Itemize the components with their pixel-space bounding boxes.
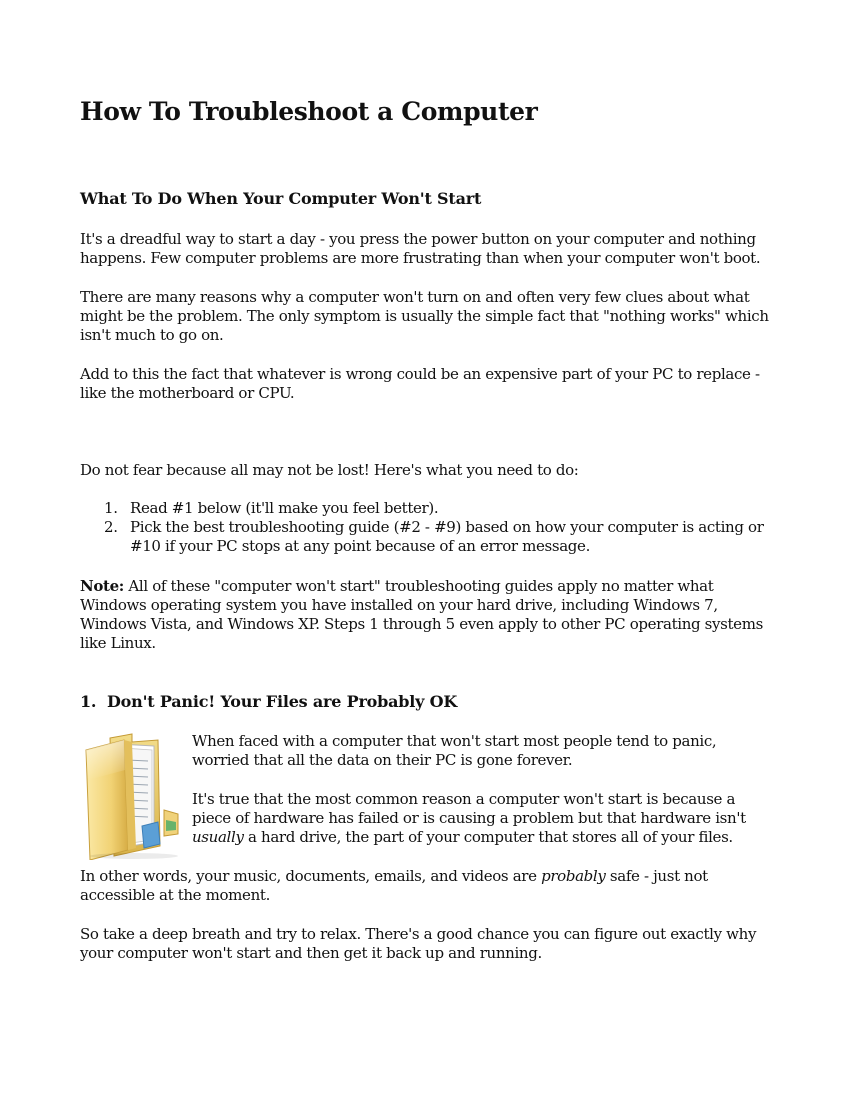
- section-1-paragraph-4: So take a deep breath and try to relax. There's a good chance you can figure out exactly why your computer won't start and then get it back up and running.: [80, 925, 757, 962]
- intro-paragraph-4: Do not fear because all may not be lost! Here's what you need to do:: [80, 461, 579, 479]
- emphasis-probably: probably: [541, 867, 606, 885]
- note-label: Note:: [80, 577, 124, 595]
- folder-icon: [80, 730, 184, 860]
- note-paragraph: [80, 577, 770, 653]
- list-item: [80, 499, 770, 518]
- intro-paragraph-3: Add to this the fact that whatever is wrong could be an expensive part of your PC to replace - like the motherboard or CPU.: [80, 365, 760, 402]
- page-subtitle: What To Do When Your Computer Won't Start: [80, 189, 482, 208]
- section-1-paragraph-2-text-end: a hard drive, the part of your computer that stores all of your files.: [243, 828, 733, 846]
- section-1-number: 1.: [80, 692, 97, 711]
- list-item-number: 2.: [104, 518, 118, 536]
- section-1-paragraph-2-text: It's true that the most common reason a computer won't start is because a piece of hardware has failed or is causing a problem but that hardware isn't: [192, 790, 746, 827]
- section-1-title: Don't Panic! Your Files are Probably OK: [107, 692, 458, 711]
- note-text: All of these "computer won't start" troubleshooting guides apply no matter what Windows operating system you have installed on your hard drive, including Windows 7, Windows Vista, and Windows XP. Steps 1 through 5 even apply to other PC operating systems like Linux.: [80, 577, 763, 652]
- section-1-paragraph-2: [192, 790, 767, 847]
- list-item-text: Pick the best troubleshooting guide (#2 - #9) based on how your computer is acting or #10 if your PC stops at any point because of an error message.: [130, 518, 764, 555]
- list-item-number: 1.: [104, 499, 118, 517]
- section-1-paragraph-3-text-end: safe - just not accessible at the moment.: [80, 867, 708, 904]
- intro-paragraph-1: It's a dreadful way to start a day - you press the power button on your computer and nothing happens. Few computer problems are more frustrating than when your computer won't boot.: [80, 230, 761, 267]
- steps-list: [80, 499, 770, 556]
- list-item: [80, 518, 770, 556]
- list-item-text: Read #1 below (it'll make you feel better).: [130, 499, 439, 517]
- section-1-paragraph-3: [80, 867, 775, 905]
- section-1-heading: [80, 692, 457, 711]
- emphasis-usually: usually: [192, 828, 244, 846]
- page-title: How To Troubleshoot a Computer: [80, 97, 538, 126]
- section-1-paragraph-3-text: In other words, your music, documents, emails, and videos are: [80, 867, 542, 885]
- intro-paragraph-2: There are many reasons why a computer won't turn on and often very few clues about what might be the problem. The only symptom is usually the simple fact that "nothing works" which isn't much to go on.: [80, 288, 769, 344]
- section-1-paragraph-1: When faced with a computer that won't start most people tend to panic, worried that all the data on their PC is gone forever.: [192, 732, 717, 769]
